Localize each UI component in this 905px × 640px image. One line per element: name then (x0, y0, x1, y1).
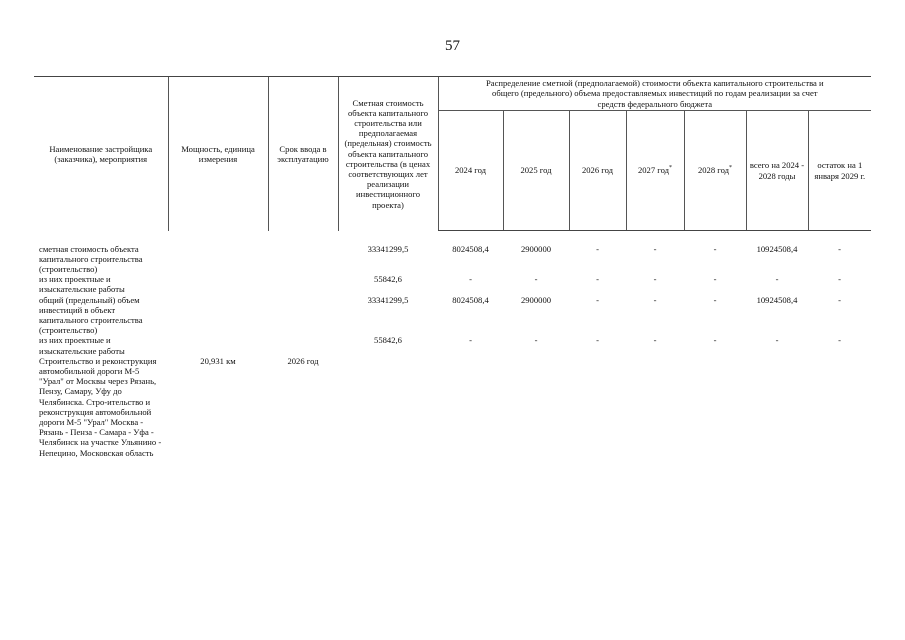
row-value-2027 (626, 356, 684, 458)
row-value-remainder (808, 356, 871, 458)
header-total: всего на 2024 - 2028 годы (746, 111, 808, 231)
row-term: 2026 год (287, 355, 319, 366)
row-value-2027: - (653, 244, 657, 254)
row-value-2026: - (596, 274, 599, 285)
row-value-2027: - (653, 335, 657, 346)
row-name: из них проектные и изыскательские работы (39, 274, 125, 295)
header-year-2028: 2028 год* (684, 111, 746, 231)
row-term (268, 295, 338, 336)
row-name: из них проектные и изыскательские работы (39, 335, 125, 356)
row-name: сметная стоимость объекта капитального строительства (строительство) (39, 243, 143, 274)
row-value-remainder: - (838, 274, 841, 285)
row-value-2027: - (653, 274, 657, 285)
table-row (34, 335, 871, 355)
table-row (34, 231, 871, 275)
row-value-total: - (775, 274, 779, 285)
row-value-2024: - (469, 274, 472, 285)
row-cost: 33341299,5 (367, 243, 409, 254)
row-value-2024: 8024508,4 (452, 294, 489, 305)
row-cost (338, 356, 438, 458)
row-value-2028 (684, 356, 746, 458)
row-value-2025: 2900000 (520, 294, 552, 305)
table-row (34, 274, 871, 294)
row-value-2028: - (713, 335, 717, 346)
row-term (268, 335, 338, 355)
row-name: Строительство и реконструкция автомобильной дороги М-5 "Урал" от Москвы через Рязань, Пензу, Самару, Уфу до Челябинска. Стро-ительство и реконструкция автомобильной дороги М-5 "Урал" Москва - Рязань - Пенза - Самара - Уфа - Челябинск на участке Ульянино - Непецино, Московская область (39, 355, 162, 458)
header-capacity: Мощность, единица измерения (168, 77, 268, 231)
row-value-2026: - (596, 335, 599, 346)
page-number: 57 (445, 38, 460, 54)
header-year-2024: 2024 год (438, 111, 503, 231)
row-cost: 33341299,5 (367, 294, 409, 305)
row-value-2027: - (653, 294, 657, 305)
row-value-2028: - (713, 244, 717, 254)
row-cost: 55842,6 (374, 274, 402, 285)
row-value-2025 (503, 356, 569, 458)
header-remainder: остаток на 1 января 2029 г. (808, 111, 871, 231)
row-capacity (168, 295, 268, 336)
row-value-2025: 2900000 (520, 244, 552, 254)
row-capacity (168, 231, 268, 275)
header-year-2026: 2026 год (569, 111, 626, 231)
table-row (34, 295, 871, 336)
row-capacity (168, 335, 268, 355)
row-value-remainder: - (838, 244, 841, 254)
row-value-2024 (438, 356, 503, 458)
header-year-2027: 2027 год* (626, 111, 684, 231)
row-capacity (168, 274, 268, 294)
header-cost: Сметная стоимость объекта капитального строительства или предполагаемая (предельная) стоимость объекта капитального строительства (в ценах соответствующих лет реализации инвестиционного проекта) (338, 77, 438, 231)
row-term (268, 231, 338, 275)
row-capacity: 20,931 км (200, 355, 236, 366)
header-name: Наименование застройщика (заказчика), мероприятия (34, 77, 168, 231)
header-year-2025: 2025 год (503, 111, 569, 231)
row-cost: 55842,6 (374, 335, 402, 346)
row-value-remainder: - (838, 294, 841, 305)
row-value-2028: - (713, 274, 717, 285)
row-value-2026: - (596, 244, 599, 254)
header-term: Срок ввода в эксплуатацию (268, 77, 338, 231)
row-value-2024: 8024508,4 (452, 244, 489, 254)
row-value-2025: - (534, 335, 538, 346)
header-distribution: Распределение сметной (предполагаемой) стоимости объекта капитального строительства и общего (предельного) объема предоставляемых инвестиций по годам реализации за счет средств федерального бюджета (438, 77, 871, 111)
row-value-2025: - (534, 274, 538, 285)
row-value-total (746, 356, 808, 458)
row-value-remainder: - (838, 335, 841, 346)
row-value-2026: - (596, 294, 599, 305)
row-name: общий (предельный) объем инвестиций в объект капитального строительства (строительство) (39, 294, 143, 336)
row-value-2024: - (469, 335, 472, 346)
row-value-2026 (569, 356, 626, 458)
investment-table (34, 76, 871, 458)
row-value-2028: - (713, 294, 717, 305)
row-value-total: 10924508,4 (756, 244, 798, 254)
row-value-total: 10924508,4 (756, 294, 798, 305)
table-row (34, 356, 871, 458)
row-term (268, 274, 338, 294)
row-value-total: - (775, 335, 779, 346)
